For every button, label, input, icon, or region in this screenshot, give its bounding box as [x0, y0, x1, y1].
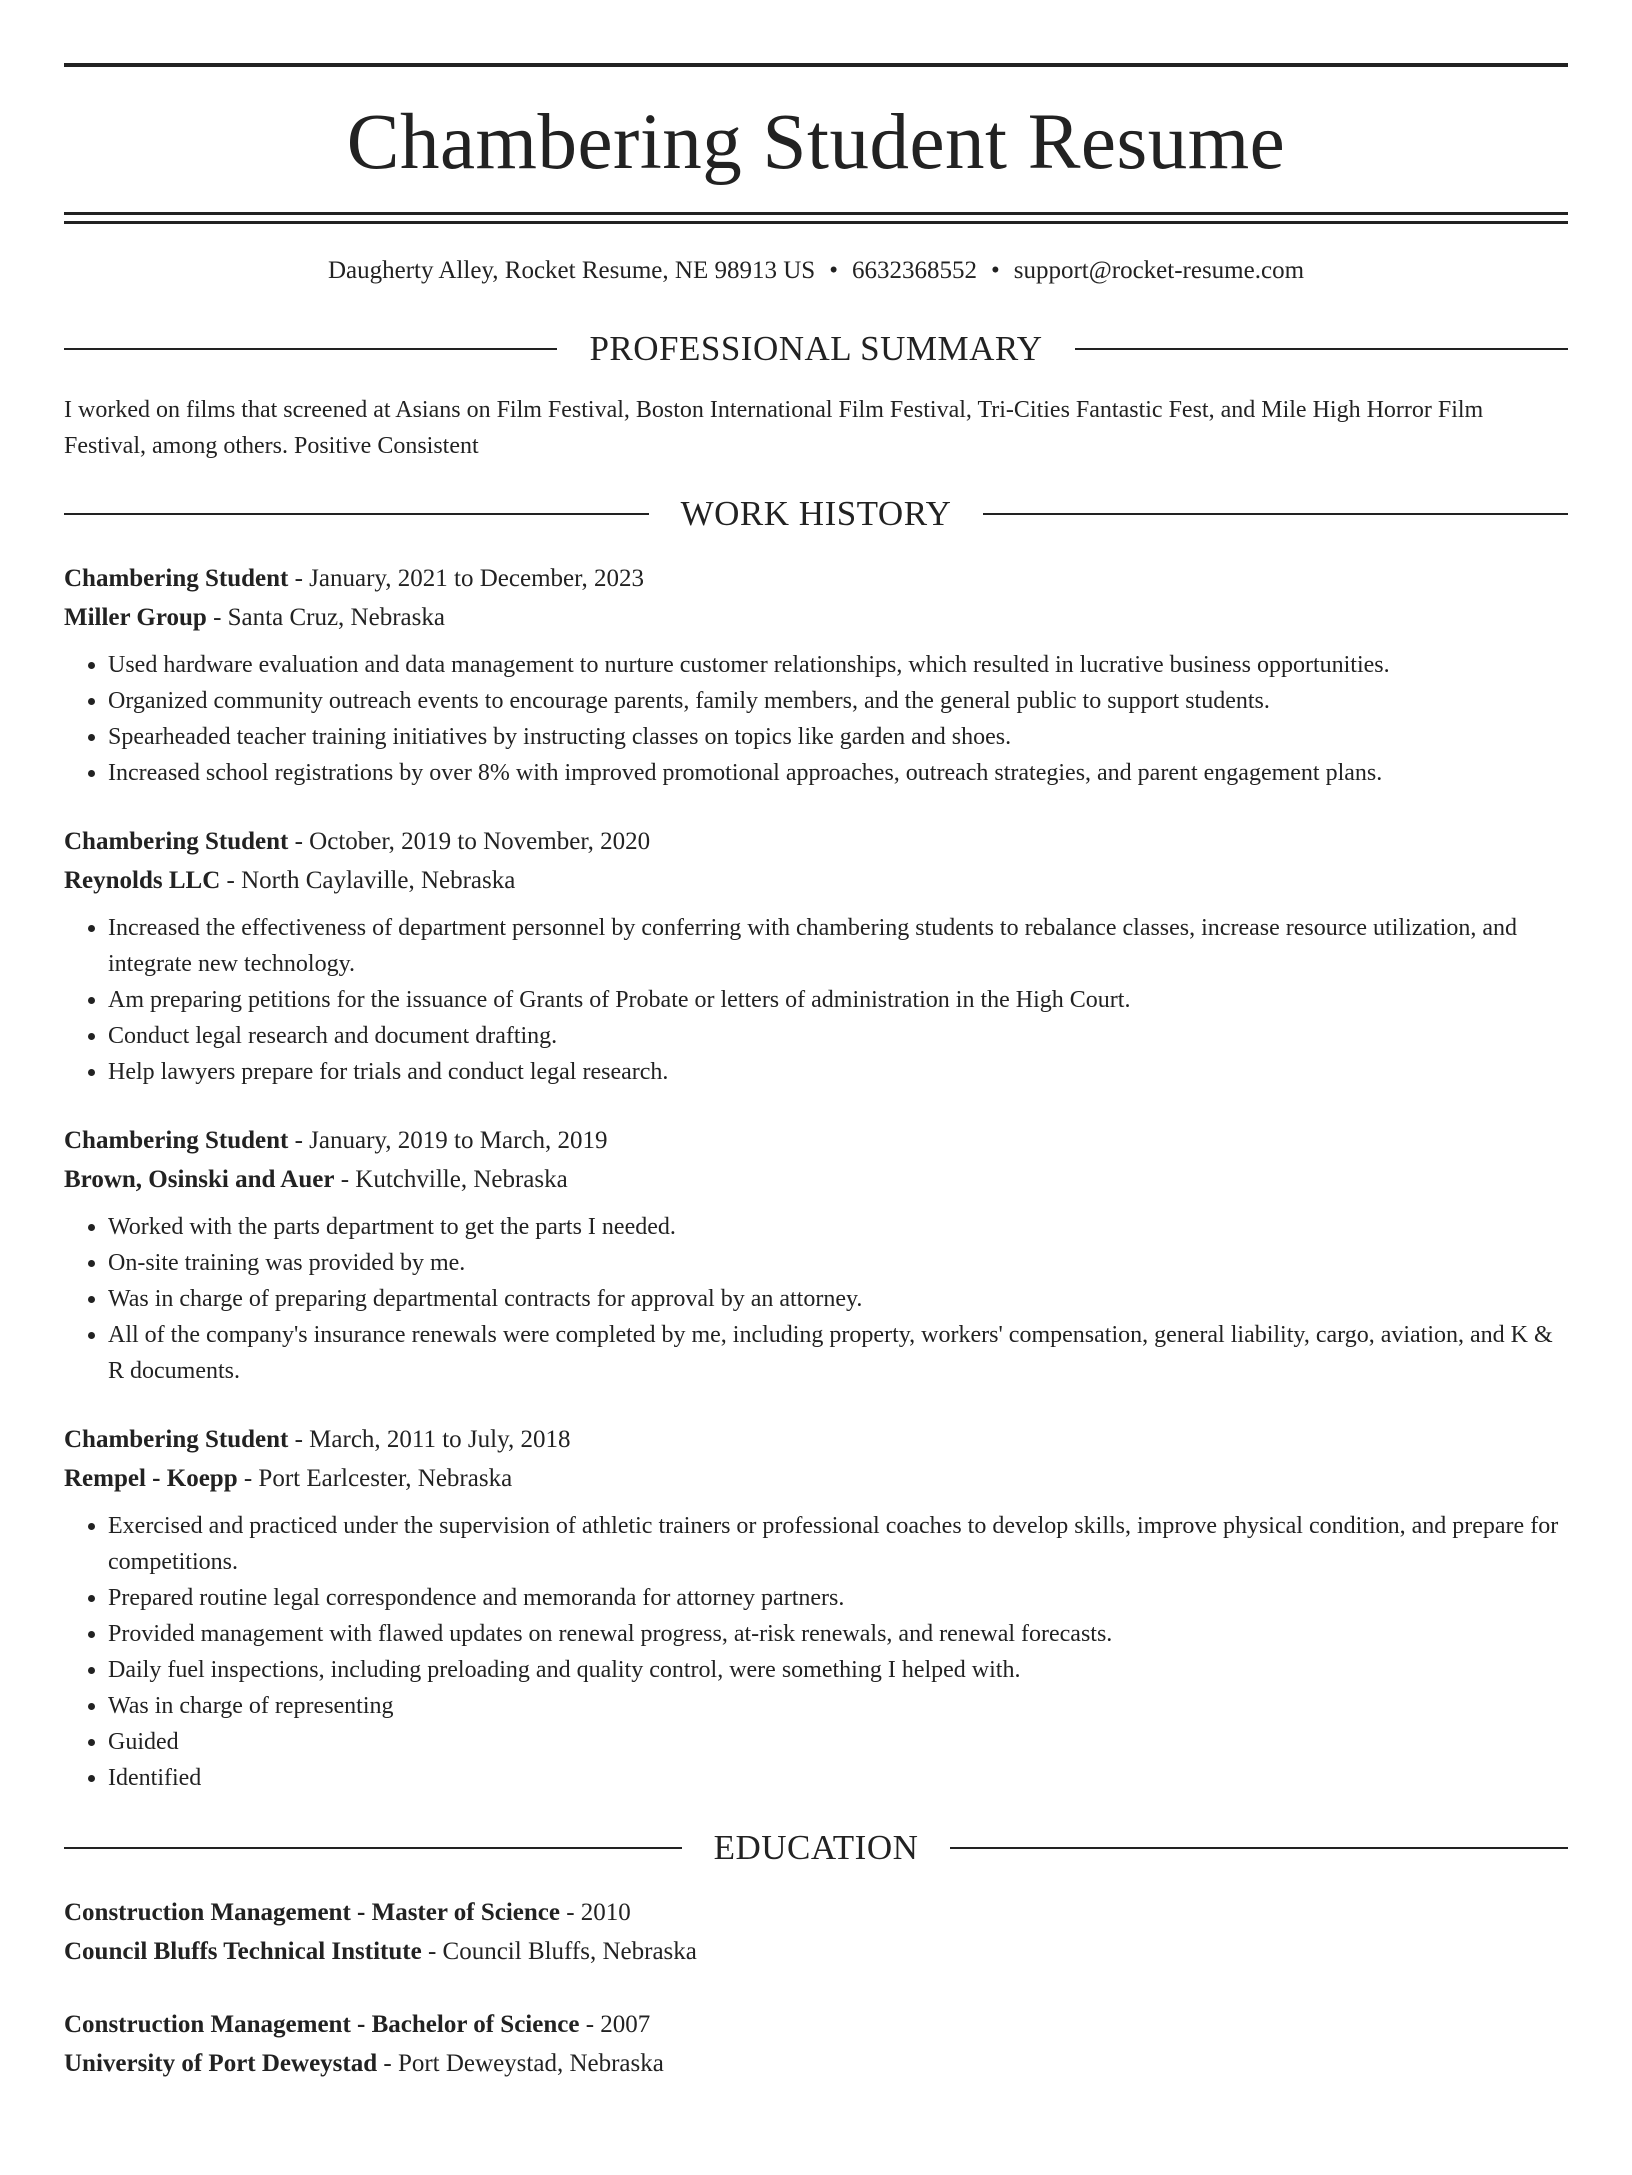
job-title-line [64, 559, 1568, 598]
education-school-line [64, 1932, 1568, 1971]
education-school-line [64, 2044, 1568, 2083]
job-entry [64, 559, 1568, 791]
heading-rule-right [983, 513, 1568, 515]
contact-line [64, 258, 1568, 283]
education-degree-line [64, 2005, 1568, 2044]
list-item: • Increased school registrations by over 8% with improved promotional approaches, outreach strategies, and parent engagement plans. [108, 755, 1568, 791]
contact-separator: • [829, 257, 838, 284]
list-item: • Organized community outreach events to encourage parents, family members, and the general public to support students. [108, 683, 1568, 719]
list-item: • Daily fuel inspections, including preloading and quality control, were something I helped with. [108, 1652, 1568, 1688]
education-location: - Council Bluffs, Nebraska [421, 1938, 697, 1965]
job-title-line [64, 822, 1568, 861]
contact-phone: 6632368552 [851, 257, 977, 284]
job-dates: - March, 2011 to July, 2018 [288, 1426, 571, 1453]
list-item: • Provided management with flawed updates on renewal progress, at-risk renewals, and renewal forecasts. [108, 1616, 1568, 1652]
heading-rule-right [1075, 348, 1568, 350]
list-item: • Was in charge of representing [108, 1688, 1568, 1724]
job-bullets [64, 1508, 1568, 1796]
job-entry [64, 822, 1568, 1090]
job-location: - Port Earlcester, Nebraska [237, 1465, 513, 1492]
job-title: Chambering Student [64, 565, 289, 592]
job-location: - Kutchville, Nebraska [334, 1166, 568, 1193]
heading-rule-left [64, 348, 557, 350]
education-year: - 2010 [559, 1899, 631, 1926]
education-school: Council Bluffs Technical Institute [64, 1938, 422, 1965]
list-item: • Conduct legal research and document drafting. [108, 1018, 1568, 1054]
job-company: Rempel - Koepp [64, 1465, 238, 1492]
resume-title: Chambering Student Resume [346, 99, 1286, 186]
job-title-line [64, 1420, 1568, 1459]
education-degree-line [64, 1893, 1568, 1932]
list-item: • Prepared routine legal correspondence and memoranda for attorney partners. [108, 1580, 1568, 1616]
list-item: • Spearheaded teacher training initiatives by instructing classes on topics like garden and shoes. [108, 719, 1568, 755]
job-title-line [64, 1121, 1568, 1160]
education-heading-label: EDUCATION [713, 1828, 919, 1867]
job-bullets [64, 1209, 1568, 1389]
title-double-rule [64, 212, 1568, 224]
job-company: Miller Group [64, 604, 207, 631]
list-item: • Guided [108, 1724, 1568, 1760]
heading-rule-left [64, 513, 649, 515]
job-dates: - October, 2019 to November, 2020 [288, 828, 651, 855]
job-company-line [64, 598, 1568, 637]
resume-page [0, 63, 1632, 2175]
heading-rule-left [64, 1847, 682, 1849]
list-item: • Was in charge of preparing departmental contracts for approval by an attorney. [108, 1281, 1568, 1317]
contact-email: support@rocket-resume.com [1013, 257, 1305, 284]
list-item: • Exercised and practiced under the supervision of athletic trainers or professional coaches to develop skills, improve physical condition, and prepare for competitions. [108, 1508, 1568, 1580]
education-section-heading [64, 1830, 1568, 1865]
list-item: • Help lawyers prepare for trials and conduct legal research. [108, 1054, 1568, 1090]
job-entry [64, 1121, 1568, 1389]
job-company-line [64, 861, 1568, 900]
job-company: Reynolds LLC [64, 867, 221, 894]
list-item: • On-site training was provided by me. [108, 1245, 1568, 1281]
work-history-list [64, 559, 1568, 1796]
education-school: University of Port Deweystad [64, 2050, 378, 2077]
job-company-line [64, 1459, 1568, 1498]
work-heading-label: WORK HISTORY [680, 494, 952, 533]
education-entry [64, 2005, 1568, 2083]
list-item: • Increased the effectiveness of department personnel by conferring with chambering students to rebalance classes, increase resource utilization, and integrate new technology. [108, 910, 1568, 982]
work-section-heading [64, 496, 1568, 531]
summary-heading-label: PROFESSIONAL SUMMARY [589, 329, 1043, 368]
job-bullets [64, 647, 1568, 791]
job-title: Chambering Student [64, 1426, 289, 1453]
summary-text: I worked on films that screened at Asians on Film Festival, Boston International Film Festival, Tri-Cities Fantastic Fest, and Mile High Horror Film Festival, among others. Positive Consistent [64, 397, 1484, 459]
job-dates: - January, 2019 to March, 2019 [288, 1127, 608, 1154]
education-degree: Construction Management - Bachelor of Science [64, 2011, 580, 2038]
contact-separator: • [990, 257, 1000, 284]
job-company-line [64, 1160, 1568, 1199]
job-bullets [64, 910, 1568, 1090]
top-rule [64, 63, 1568, 67]
job-company: Brown, Osinski and Auer [64, 1166, 335, 1193]
heading-rule-right [950, 1847, 1568, 1849]
list-item: • Used hardware evaluation and data management to nurture customer relationships, which resulted in lucrative business opportunities. [108, 647, 1568, 683]
job-entry [64, 1420, 1568, 1796]
list-item: • Worked with the parts department to get the parts I needed. [108, 1209, 1568, 1245]
list-item: • Am preparing petitions for the issuance of Grants of Probate or letters of administration in the High Court. [108, 982, 1568, 1018]
summary-section-heading [64, 331, 1568, 366]
education-entry [64, 1893, 1568, 1971]
list-item: • Identified [108, 1760, 1568, 1796]
education-location: - Port Deweystad, Nebraska [377, 2050, 664, 2077]
list-item: • All of the company's insurance renewals were completed by me, including property, workers' compensation, general liability, cargo, aviation, and K & R documents. [108, 1317, 1568, 1389]
job-title: Chambering Student [64, 1127, 289, 1154]
job-location: - Santa Cruz, Nebraska [206, 604, 445, 631]
contact-address: Daugherty Alley, Rocket Resume, NE 98913 US [327, 257, 816, 284]
education-year: - 2007 [579, 2011, 651, 2038]
job-location: - North Caylaville, Nebraska [220, 867, 516, 894]
job-title: Chambering Student [64, 828, 289, 855]
job-dates: - January, 2021 to December, 2023 [288, 565, 644, 592]
education-degree: Construction Management - Master of Science [64, 1899, 560, 1926]
